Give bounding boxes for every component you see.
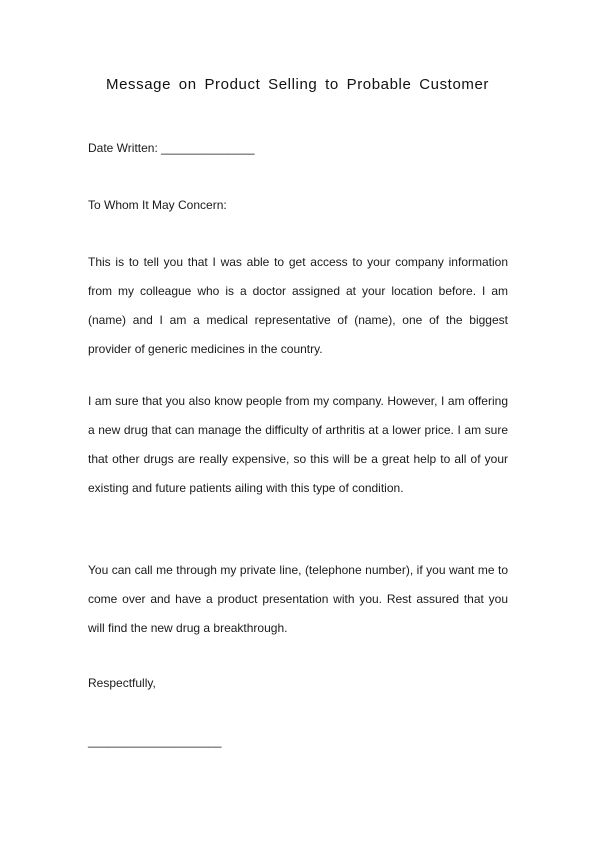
document-title: Message on Product Selling to Probable Customer	[105, 76, 490, 93]
body-paragraph-3: You can call me through my private line, (telephone number), if you want me to come over and have a product presentation with you. Rest assured that you will find the new drug a breakthrough.	[88, 563, 508, 635]
closing: Respectfully,	[88, 676, 156, 690]
body-paragraph-2: I am sure that you also know people from my company. However, I am offering a new drug that can manage the difficulty of arthritis at a lower price. I am sure that other drugs are really expensive, so this will be a great help to all of your existing and future patients ailing with this type of condition.	[88, 394, 508, 495]
signature-line: ____________________	[88, 734, 222, 748]
body-paragraph-1: This is to tell you that I was able to get access to your company information from my colleague who is a doctor assigned at your location before. I am (name) and I am a medical representative of (name), one of the biggest provider of generic medicines in the country.	[88, 255, 508, 356]
date-written-line: Date Written: ______________	[88, 141, 255, 155]
salutation: To Whom It May Concern:	[88, 198, 227, 212]
